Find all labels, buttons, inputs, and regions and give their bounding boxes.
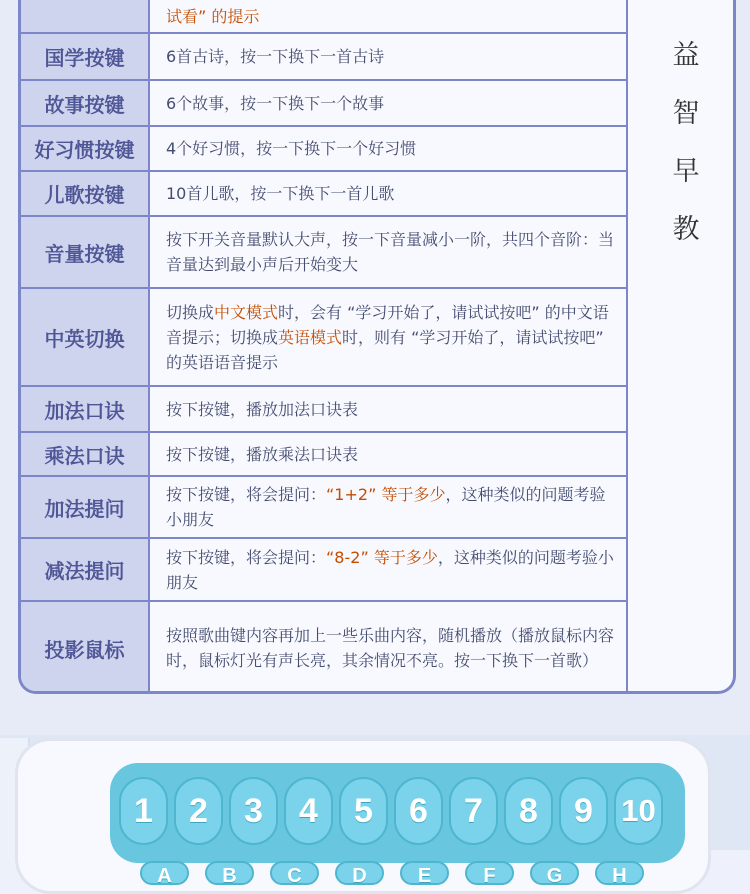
table-label: 儿歌按键: [21, 172, 150, 215]
table-desc: 按下按键，播放乘法口诀表: [166, 444, 359, 464]
letter-key-f[interactable]: F: [465, 861, 514, 885]
table-row: [21, 433, 626, 477]
table-right-border: [626, 0, 628, 694]
letter-key-g[interactable]: G: [530, 861, 579, 885]
table-label: 乘法口诀: [21, 433, 150, 475]
side-caption-char: 智: [672, 98, 700, 129]
table-desc: 6个故事，按一下换下一个故事: [166, 93, 385, 113]
side-caption-char: 教: [672, 214, 700, 245]
table-row: [21, 127, 626, 172]
table-label: 加法提问: [21, 477, 150, 537]
number-key-3[interactable]: 3: [229, 777, 278, 845]
side-caption-char: 早: [672, 156, 700, 187]
table-desc: 按下开关音量默认大声，按一下音量减小一阶，共四个音阶：当音量达到最小声后开始变大: [166, 230, 615, 274]
table-row: [21, 477, 626, 539]
letter-key-b[interactable]: B: [205, 861, 254, 885]
keypad: [110, 763, 685, 887]
table-desc-partial: [166, 0, 618, 32]
letter-key-d[interactable]: D: [335, 861, 384, 885]
table-label-partial: [21, 0, 150, 32]
table-row: [21, 602, 626, 694]
table-row: [21, 172, 626, 217]
number-key-7[interactable]: 7: [449, 777, 498, 845]
table-row: [21, 217, 626, 289]
table-desc: 切换成中文模式时，会有 “学习开始了，请试试按吧” 的中文语音提示；切换成英语模式时，则有 “学习开始了，请试试按吧” 的英语语音提示: [166, 302, 609, 372]
number-key-10[interactable]: 10: [614, 777, 663, 845]
table-row: [21, 34, 626, 81]
table-desc: 10首儿歌，按一下换下一首儿歌: [166, 184, 395, 203]
table-desc: 6首古诗，按一下换下一首古诗: [166, 47, 385, 66]
table-label: 故事按键: [21, 81, 150, 125]
table-row: [21, 289, 626, 387]
number-key-8[interactable]: 8: [504, 777, 553, 845]
number-key-2[interactable]: 2: [174, 777, 223, 845]
table-label: 减法提问: [21, 539, 150, 600]
table-row: [21, 81, 626, 127]
table-label: 加法口诀: [21, 387, 150, 431]
number-key-1[interactable]: 1: [119, 777, 168, 845]
table-row-partial: [21, 0, 626, 34]
table-label: 好习惯按键: [21, 127, 150, 170]
table-row: [21, 539, 626, 602]
side-caption-char: 益: [672, 40, 700, 71]
device-body: [15, 738, 711, 894]
key-function-table: [18, 0, 736, 694]
table-label: 音量按键: [21, 217, 150, 287]
letter-key-c[interactable]: C: [270, 861, 319, 885]
partial-hint-text: 试看” 的提示: [166, 6, 260, 26]
number-key-4[interactable]: 4: [284, 777, 333, 845]
table-row: [21, 387, 626, 433]
number-key-9[interactable]: 9: [559, 777, 608, 845]
side-caption: [668, 27, 704, 259]
table-desc: 按下按键，将会提问：“8-2” 等于多少，这种类似的问题考验小朋友: [166, 547, 614, 592]
table-desc: 按下按键，将会提问：“1+2” 等于多少，这种类似的问题考验小朋友: [166, 485, 606, 529]
letter-key-e[interactable]: E: [400, 861, 449, 885]
table-label: 投影鼠标: [21, 602, 150, 694]
keyboard-photo: [0, 735, 750, 887]
table-label: 中英切换: [21, 289, 150, 385]
table-desc: 按下按键，播放加法口诀表: [166, 399, 359, 419]
table-label: 国学按键: [21, 34, 150, 79]
number-key-6[interactable]: 6: [394, 777, 443, 845]
table-desc: 按照歌曲键内容再加上一些乐曲内容，随机播放（播放鼠标内容时，鼠标灯光有声长亮，其余情况不亮。按一下换下一首歌）: [166, 626, 615, 670]
number-key-5[interactable]: 5: [339, 777, 388, 845]
table-desc: 4个好习惯，按一下换下一个好习惯: [166, 139, 417, 158]
letter-key-h[interactable]: H: [595, 861, 644, 885]
letter-key-a[interactable]: A: [140, 861, 189, 885]
